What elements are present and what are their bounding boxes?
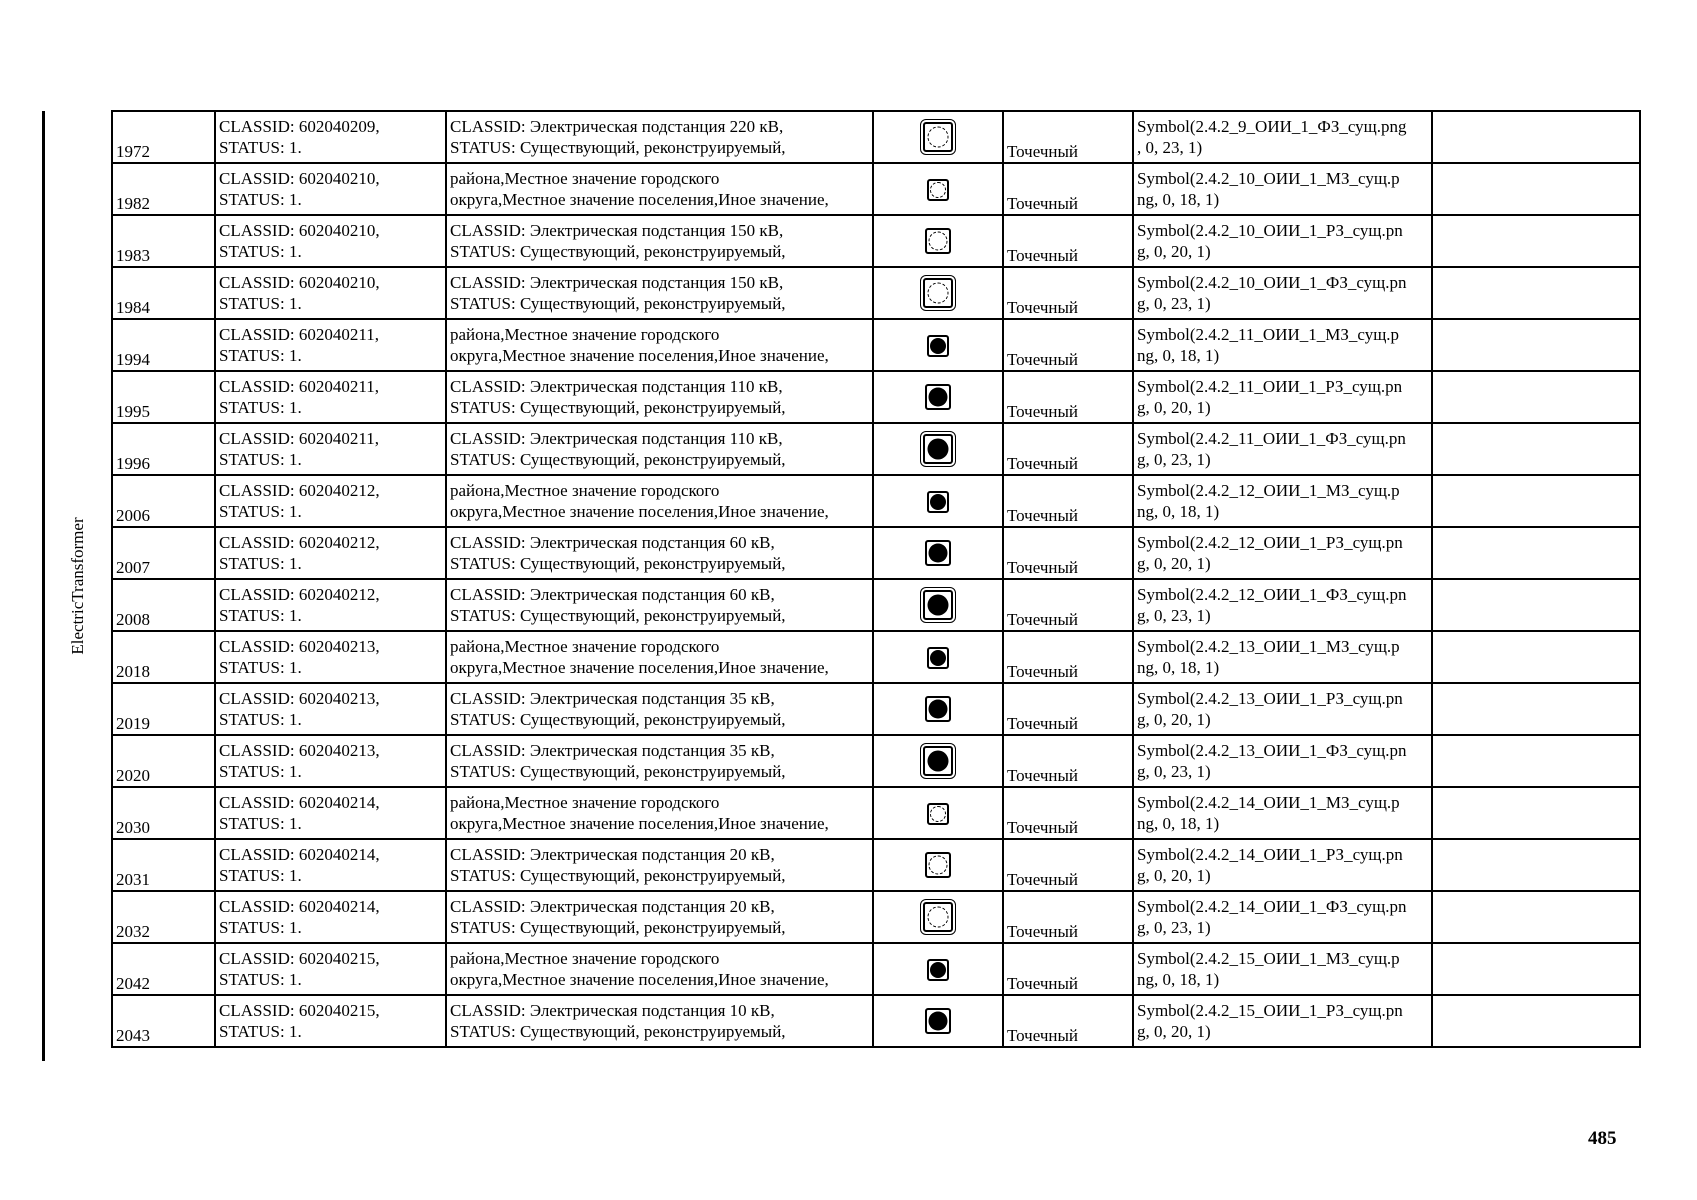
symbol-path-line-1: Symbol(2.4.2_10_ОИИ_1_МЗ_сущ.p xyxy=(1137,169,1400,188)
status-text: STATUS: 1. xyxy=(219,242,302,261)
description-line-1: района,Местное значение городского xyxy=(450,949,720,968)
description-cell xyxy=(446,215,873,267)
symbol-path-line-1: Symbol(2.4.2_11_ОИИ_1_РЗ_сущ.pn xyxy=(1137,377,1403,396)
symbol-cell xyxy=(873,163,1003,215)
geometry-type: Точечный xyxy=(1003,631,1133,683)
classid-cell xyxy=(215,423,446,475)
symbol-path-line-1: Symbol(2.4.2_15_ОИИ_1_РЗ_сущ.pn xyxy=(1137,1001,1403,1020)
symbol-path-line-2: g, 0, 20, 1) xyxy=(1137,710,1211,729)
row-id: 1983 xyxy=(112,215,215,267)
description-line-2: STATUS: Существующий, реконструируемый, xyxy=(450,554,786,573)
description-cell xyxy=(446,891,873,943)
symbol-path-cell xyxy=(1133,111,1432,163)
classid-cell xyxy=(215,787,446,839)
symbol-cell xyxy=(873,631,1003,683)
empty-cell xyxy=(1432,579,1640,631)
symbol-cell xyxy=(873,371,1003,423)
description-line-2: округа,Местное значение поселения,Иное значение, xyxy=(450,346,829,365)
symbol-path-line-2: g, 0, 20, 1) xyxy=(1137,554,1211,573)
symbol-path-line-1: Symbol(2.4.2_11_ОИИ_1_МЗ_сущ.p xyxy=(1137,325,1400,344)
symbol-path-cell xyxy=(1133,787,1432,839)
geometry-type: Точечный xyxy=(1003,891,1133,943)
symbol-path-line-1: Symbol(2.4.2_12_ОИИ_1_ФЗ_сущ.pn xyxy=(1137,585,1407,604)
symbol-path-cell xyxy=(1133,995,1432,1047)
symbol-path-cell xyxy=(1133,423,1432,475)
status-text: STATUS: 1. xyxy=(219,502,302,521)
row-id: 2043 xyxy=(112,995,215,1047)
symbol-cell xyxy=(873,839,1003,891)
description-cell xyxy=(446,267,873,319)
symbol-path-cell xyxy=(1133,267,1432,319)
filled-circle-icon xyxy=(930,650,946,666)
description-cell xyxy=(446,371,873,423)
classid-text: CLASSID: 602040209, xyxy=(219,117,380,136)
row-id: 1984 xyxy=(112,267,215,319)
filled-substation-icon xyxy=(925,1008,951,1034)
classid-cell xyxy=(215,839,446,891)
description-line-1: CLASSID: Электрическая подстанция 20 кВ, xyxy=(450,897,775,916)
description-line-2: округа,Местное значение поселения,Иное значение, xyxy=(450,970,829,989)
row-id: 2019 xyxy=(112,683,215,735)
status-text: STATUS: 1. xyxy=(219,1022,302,1041)
classid-cell xyxy=(215,943,446,995)
symbol-cell xyxy=(873,215,1003,267)
filled-substation-icon xyxy=(925,696,951,722)
table-row xyxy=(112,943,1640,995)
table-row xyxy=(112,163,1640,215)
status-text: STATUS: 1. xyxy=(219,294,302,313)
open-substation-icon xyxy=(927,179,949,201)
classid-text: CLASSID: 602040211, xyxy=(219,429,379,448)
status-text: STATUS: 1. xyxy=(219,762,302,781)
description-cell xyxy=(446,475,873,527)
symbol-cell xyxy=(873,735,1003,787)
description-line-1: CLASSID: Электрическая подстанция 110 кВ, xyxy=(450,429,783,448)
table-body xyxy=(112,111,1640,1047)
empty-cell xyxy=(1432,319,1640,371)
description-cell xyxy=(446,527,873,579)
row-id: 1994 xyxy=(112,319,215,371)
symbol-path-cell xyxy=(1133,943,1432,995)
row-id: 1996 xyxy=(112,423,215,475)
page-number: 485 xyxy=(1588,1128,1617,1149)
classid-text: CLASSID: 602040214, xyxy=(219,793,380,812)
open-substation-icon xyxy=(925,852,951,878)
symbol-path-line-1: Symbol(2.4.2_13_ОИИ_1_ФЗ_сущ.pn xyxy=(1137,741,1407,760)
symbol-path-cell xyxy=(1133,475,1432,527)
description-line-1: CLASSID: Электрическая подстанция 10 кВ, xyxy=(450,1001,775,1020)
symbol-path-line-1: Symbol(2.4.2_13_ОИИ_1_МЗ_сущ.p xyxy=(1137,637,1400,656)
description-cell xyxy=(446,943,873,995)
classid-text: CLASSID: 602040211, xyxy=(219,325,379,344)
symbol-cell xyxy=(873,943,1003,995)
row-id: 2031 xyxy=(112,839,215,891)
table-row xyxy=(112,579,1640,631)
symbol-path-cell xyxy=(1133,163,1432,215)
description-line-2: STATUS: Существующий, реконструируемый, xyxy=(450,918,786,937)
description-cell xyxy=(446,839,873,891)
symbol-path-line-2: ng, 0, 18, 1) xyxy=(1137,658,1220,677)
dashed-circle-icon xyxy=(929,232,948,251)
symbol-path-line-2: g, 0, 20, 1) xyxy=(1137,866,1211,885)
row-id: 2018 xyxy=(112,631,215,683)
description-cell xyxy=(446,163,873,215)
table-row xyxy=(112,839,1640,891)
empty-cell xyxy=(1432,787,1640,839)
table-row xyxy=(112,371,1640,423)
description-line-2: STATUS: Существующий, реконструируемый, xyxy=(450,762,786,781)
classid-cell xyxy=(215,579,446,631)
empty-cell xyxy=(1432,891,1640,943)
filled-circle-icon xyxy=(928,439,949,460)
description-line-2: округа,Местное значение поселения,Иное значение, xyxy=(450,502,829,521)
description-line-1: CLASSID: Электрическая подстанция 20 кВ, xyxy=(450,845,775,864)
open-substation-icon xyxy=(927,803,949,825)
geometry-type: Точечный xyxy=(1003,995,1133,1047)
row-id: 2030 xyxy=(112,787,215,839)
symbol-path-line-1: Symbol(2.4.2_14_ОИИ_1_РЗ_сущ.pn xyxy=(1137,845,1403,864)
description-line-1: CLASSID: Электрическая подстанция 60 кВ, xyxy=(450,585,775,604)
symbol-cell xyxy=(873,475,1003,527)
status-text: STATUS: 1. xyxy=(219,450,302,469)
geometry-type: Точечный xyxy=(1003,943,1133,995)
description-cell xyxy=(446,423,873,475)
symbol-path-line-1: Symbol(2.4.2_14_ОИИ_1_ФЗ_сущ.pn xyxy=(1137,897,1407,916)
status-text: STATUS: 1. xyxy=(219,866,302,885)
row-id: 2020 xyxy=(112,735,215,787)
row-id: 1972 xyxy=(112,111,215,163)
symbol-path-cell xyxy=(1133,371,1432,423)
description-line-1: CLASSID: Электрическая подстанция 150 кВ, xyxy=(450,273,784,292)
status-text: STATUS: 1. xyxy=(219,606,302,625)
classid-text: CLASSID: 602040215, xyxy=(219,949,380,968)
symbol-path-line-2: ng, 0, 18, 1) xyxy=(1137,814,1220,833)
symbol-cell xyxy=(873,111,1003,163)
symbol-table xyxy=(111,110,1641,1048)
symbol-path-line-2: ng, 0, 18, 1) xyxy=(1137,190,1220,209)
row-id: 2008 xyxy=(112,579,215,631)
status-text: STATUS: 1. xyxy=(219,398,302,417)
table-row xyxy=(112,787,1640,839)
classid-text: CLASSID: 602040210, xyxy=(219,221,380,240)
open-substation-icon xyxy=(925,228,951,254)
symbol-path-line-1: Symbol(2.4.2_10_ОИИ_1_ФЗ_сущ.pn xyxy=(1137,273,1407,292)
description-cell xyxy=(446,735,873,787)
empty-cell xyxy=(1432,215,1640,267)
filled-circle-icon xyxy=(929,544,948,563)
open-substation-icon xyxy=(923,902,953,932)
description-cell xyxy=(446,319,873,371)
classid-text: CLASSID: 602040212, xyxy=(219,481,380,500)
table-row xyxy=(112,215,1640,267)
description-line-2: STATUS: Существующий, реконструируемый, xyxy=(450,1022,786,1041)
table-row xyxy=(112,319,1640,371)
filled-substation-icon xyxy=(927,491,949,513)
description-line-2: STATUS: Существующий, реконструируемый, xyxy=(450,398,786,417)
empty-cell xyxy=(1432,111,1640,163)
description-line-2: округа,Местное значение поселения,Иное значение, xyxy=(450,190,829,209)
description-line-1: района,Местное значение городского xyxy=(450,793,720,812)
symbol-path-line-1: Symbol(2.4.2_9_ОИИ_1_ФЗ_сущ.png xyxy=(1137,117,1407,136)
status-text: STATUS: 1. xyxy=(219,138,302,157)
symbol-path-line-1: Symbol(2.4.2_10_ОИИ_1_РЗ_сущ.pn xyxy=(1137,221,1403,240)
description-line-1: CLASSID: Электрическая подстанция 35 кВ, xyxy=(450,689,775,708)
description-line-2: STATUS: Существующий, реконструируемый, xyxy=(450,138,786,157)
symbol-path-cell xyxy=(1133,319,1432,371)
description-line-2: STATUS: Существующий, реконструируемый, xyxy=(450,450,786,469)
table-row xyxy=(112,267,1640,319)
empty-cell xyxy=(1432,527,1640,579)
filled-substation-icon xyxy=(923,746,953,776)
symbol-cell xyxy=(873,527,1003,579)
description-line-2: STATUS: Существующий, реконструируемый, xyxy=(450,606,786,625)
symbol-path-line-2: g, 0, 23, 1) xyxy=(1137,606,1211,625)
table-row xyxy=(112,683,1640,735)
classid-cell xyxy=(215,371,446,423)
row-id: 2006 xyxy=(112,475,215,527)
dashed-circle-icon xyxy=(930,806,946,822)
description-line-1: района,Местное значение городского xyxy=(450,325,720,344)
symbol-cell xyxy=(873,787,1003,839)
symbol-path-line-2: g, 0, 23, 1) xyxy=(1137,450,1211,469)
description-line-2: STATUS: Существующий, реконструируемый, xyxy=(450,866,786,885)
geometry-type: Точечный xyxy=(1003,423,1133,475)
filled-circle-icon xyxy=(929,388,948,407)
symbol-cell xyxy=(873,423,1003,475)
description-line-2: STATUS: Существующий, реконструируемый, xyxy=(450,294,786,313)
symbol-path-line-2: g, 0, 23, 1) xyxy=(1137,294,1211,313)
empty-cell xyxy=(1432,995,1640,1047)
classid-cell xyxy=(215,267,446,319)
classid-cell xyxy=(215,475,446,527)
row-id: 2007 xyxy=(112,527,215,579)
symbol-path-line-2: ng, 0, 18, 1) xyxy=(1137,970,1220,989)
geometry-type: Точечный xyxy=(1003,371,1133,423)
row-id: 2032 xyxy=(112,891,215,943)
geometry-type: Точечный xyxy=(1003,267,1133,319)
table-row xyxy=(112,423,1640,475)
geometry-type: Точечный xyxy=(1003,839,1133,891)
filled-substation-icon xyxy=(925,384,951,410)
symbol-path-line-1: Symbol(2.4.2_15_ОИИ_1_МЗ_сущ.p xyxy=(1137,949,1400,968)
status-text: STATUS: 1. xyxy=(219,918,302,937)
empty-cell xyxy=(1432,683,1640,735)
classid-cell xyxy=(215,891,446,943)
classid-text: CLASSID: 602040213, xyxy=(219,689,380,708)
filled-circle-icon xyxy=(930,338,946,354)
description-line-2: STATUS: Существующий, реконструируемый, xyxy=(450,710,786,729)
filled-substation-icon xyxy=(927,335,949,357)
empty-cell xyxy=(1432,267,1640,319)
symbol-path-line-2: ng, 0, 18, 1) xyxy=(1137,346,1220,365)
classid-text: CLASSID: 602040212, xyxy=(219,585,380,604)
geometry-type: Точечный xyxy=(1003,787,1133,839)
filled-circle-icon xyxy=(930,494,946,510)
geometry-type: Точечный xyxy=(1003,319,1133,371)
symbol-path-line-2: g, 0, 20, 1) xyxy=(1137,1022,1211,1041)
classid-cell xyxy=(215,735,446,787)
row-id: 1982 xyxy=(112,163,215,215)
open-substation-icon xyxy=(923,122,953,152)
filled-circle-icon xyxy=(930,962,946,978)
symbol-path-line-2: g, 0, 23, 1) xyxy=(1137,762,1211,781)
status-text: STATUS: 1. xyxy=(219,346,302,365)
classid-cell xyxy=(215,319,446,371)
status-text: STATUS: 1. xyxy=(219,658,302,677)
geometry-type: Точечный xyxy=(1003,735,1133,787)
table-row xyxy=(112,735,1640,787)
table-row xyxy=(112,111,1640,163)
left-margin-rule xyxy=(42,111,45,1061)
description-line-1: CLASSID: Электрическая подстанция 220 кВ, xyxy=(450,117,784,136)
geometry-type: Точечный xyxy=(1003,163,1133,215)
symbol-cell xyxy=(873,891,1003,943)
symbol-cell xyxy=(873,683,1003,735)
filled-circle-icon xyxy=(929,1012,948,1031)
description-cell xyxy=(446,995,873,1047)
classid-text: CLASSID: 602040214, xyxy=(219,897,380,916)
symbol-path-line-2: g, 0, 20, 1) xyxy=(1137,242,1211,261)
symbol-path-cell xyxy=(1133,579,1432,631)
status-text: STATUS: 1. xyxy=(219,710,302,729)
table-row xyxy=(112,475,1640,527)
dashed-circle-icon xyxy=(928,283,949,304)
empty-cell xyxy=(1432,371,1640,423)
empty-cell xyxy=(1432,475,1640,527)
dashed-circle-icon xyxy=(928,907,949,928)
symbol-path-cell xyxy=(1133,839,1432,891)
filled-substation-icon xyxy=(925,540,951,566)
geometry-type: Точечный xyxy=(1003,527,1133,579)
symbol-path-line-1: Symbol(2.4.2_13_ОИИ_1_РЗ_сущ.pn xyxy=(1137,689,1403,708)
description-line-1: района,Местное значение городского xyxy=(450,169,720,188)
description-cell xyxy=(446,579,873,631)
symbol-path-cell xyxy=(1133,527,1432,579)
description-line-1: района,Местное значение городского xyxy=(450,637,720,656)
description-line-1: CLASSID: Электрическая подстанция 35 кВ, xyxy=(450,741,775,760)
symbol-path-line-1: Symbol(2.4.2_12_ОИИ_1_РЗ_сущ.pn xyxy=(1137,533,1403,552)
classid-text: CLASSID: 602040215, xyxy=(219,1001,380,1020)
table-row xyxy=(112,631,1640,683)
description-cell xyxy=(446,631,873,683)
classid-text: CLASSID: 602040211, xyxy=(219,377,379,396)
description-line-2: округа,Местное значение поселения,Иное значение, xyxy=(450,658,829,677)
status-text: STATUS: 1. xyxy=(219,814,302,833)
symbol-cell xyxy=(873,319,1003,371)
symbol-path-cell xyxy=(1133,215,1432,267)
dashed-circle-icon xyxy=(930,182,946,198)
classid-text: CLASSID: 602040213, xyxy=(219,741,380,760)
classid-text: CLASSID: 602040213, xyxy=(219,637,380,656)
table-row xyxy=(112,891,1640,943)
filled-substation-icon xyxy=(923,590,953,620)
description-line-2: STATUS: Существующий, реконструируемый, xyxy=(450,242,786,261)
classid-text: CLASSID: 602040210, xyxy=(219,169,380,188)
classid-text: CLASSID: 602040212, xyxy=(219,533,380,552)
table-row xyxy=(112,995,1640,1047)
classid-cell xyxy=(215,163,446,215)
description-line-1: района,Местное значение городского xyxy=(450,481,720,500)
classid-text: CLASSID: 602040214, xyxy=(219,845,380,864)
geometry-type: Точечный xyxy=(1003,683,1133,735)
symbol-path-cell xyxy=(1133,631,1432,683)
description-line-1: CLASSID: Электрическая подстанция 60 кВ, xyxy=(450,533,775,552)
filled-substation-icon xyxy=(923,434,953,464)
description-line-1: CLASSID: Электрическая подстанция 150 кВ, xyxy=(450,221,784,240)
symbol-path-line-2: g, 0, 23, 1) xyxy=(1137,918,1211,937)
symbol-path-line-2: ng, 0, 18, 1) xyxy=(1137,502,1220,521)
symbol-cell xyxy=(873,579,1003,631)
symbol-path-line-2: , 0, 23, 1) xyxy=(1137,138,1203,157)
classid-cell xyxy=(215,631,446,683)
empty-cell xyxy=(1432,423,1640,475)
filled-circle-icon xyxy=(929,700,948,719)
symbol-path-line-1: Symbol(2.4.2_11_ОИИ_1_ФЗ_сущ.pn xyxy=(1137,429,1406,448)
geometry-type: Точечный xyxy=(1003,111,1133,163)
empty-cell xyxy=(1432,839,1640,891)
classid-cell xyxy=(215,995,446,1047)
empty-cell xyxy=(1432,631,1640,683)
filled-substation-icon xyxy=(927,647,949,669)
filled-circle-icon xyxy=(928,595,949,616)
side-label: ElectricTransformer xyxy=(68,517,87,655)
symbol-path-line-1: Symbol(2.4.2_12_ОИИ_1_МЗ_сущ.p xyxy=(1137,481,1400,500)
open-substation-icon xyxy=(923,278,953,308)
dashed-circle-icon xyxy=(929,856,948,875)
description-cell xyxy=(446,787,873,839)
symbol-cell xyxy=(873,267,1003,319)
description-cell xyxy=(446,111,873,163)
dashed-circle-icon xyxy=(928,127,949,148)
classid-cell xyxy=(215,111,446,163)
symbol-path-line-1: Symbol(2.4.2_14_ОИИ_1_МЗ_сущ.p xyxy=(1137,793,1400,812)
status-text: STATUS: 1. xyxy=(219,190,302,209)
geometry-type: Точечный xyxy=(1003,579,1133,631)
empty-cell xyxy=(1432,163,1640,215)
table-row xyxy=(112,527,1640,579)
classid-cell xyxy=(215,683,446,735)
filled-substation-icon xyxy=(927,959,949,981)
classid-cell xyxy=(215,527,446,579)
filled-circle-icon xyxy=(928,751,949,772)
symbol-path-cell xyxy=(1133,891,1432,943)
geometry-type: Точечный xyxy=(1003,215,1133,267)
row-id: 2042 xyxy=(112,943,215,995)
empty-cell xyxy=(1432,735,1640,787)
description-line-2: округа,Местное значение поселения,Иное значение, xyxy=(450,814,829,833)
classid-cell xyxy=(215,215,446,267)
status-text: STATUS: 1. xyxy=(219,554,302,573)
description-cell xyxy=(446,683,873,735)
row-id: 1995 xyxy=(112,371,215,423)
symbol-path-cell xyxy=(1133,683,1432,735)
geometry-type: Точечный xyxy=(1003,475,1133,527)
empty-cell xyxy=(1432,943,1640,995)
status-text: STATUS: 1. xyxy=(219,970,302,989)
description-line-1: CLASSID: Электрическая подстанция 110 кВ, xyxy=(450,377,783,396)
classid-text: CLASSID: 602040210, xyxy=(219,273,380,292)
symbol-path-line-2: g, 0, 20, 1) xyxy=(1137,398,1211,417)
symbol-path-cell xyxy=(1133,735,1432,787)
symbol-cell xyxy=(873,995,1003,1047)
